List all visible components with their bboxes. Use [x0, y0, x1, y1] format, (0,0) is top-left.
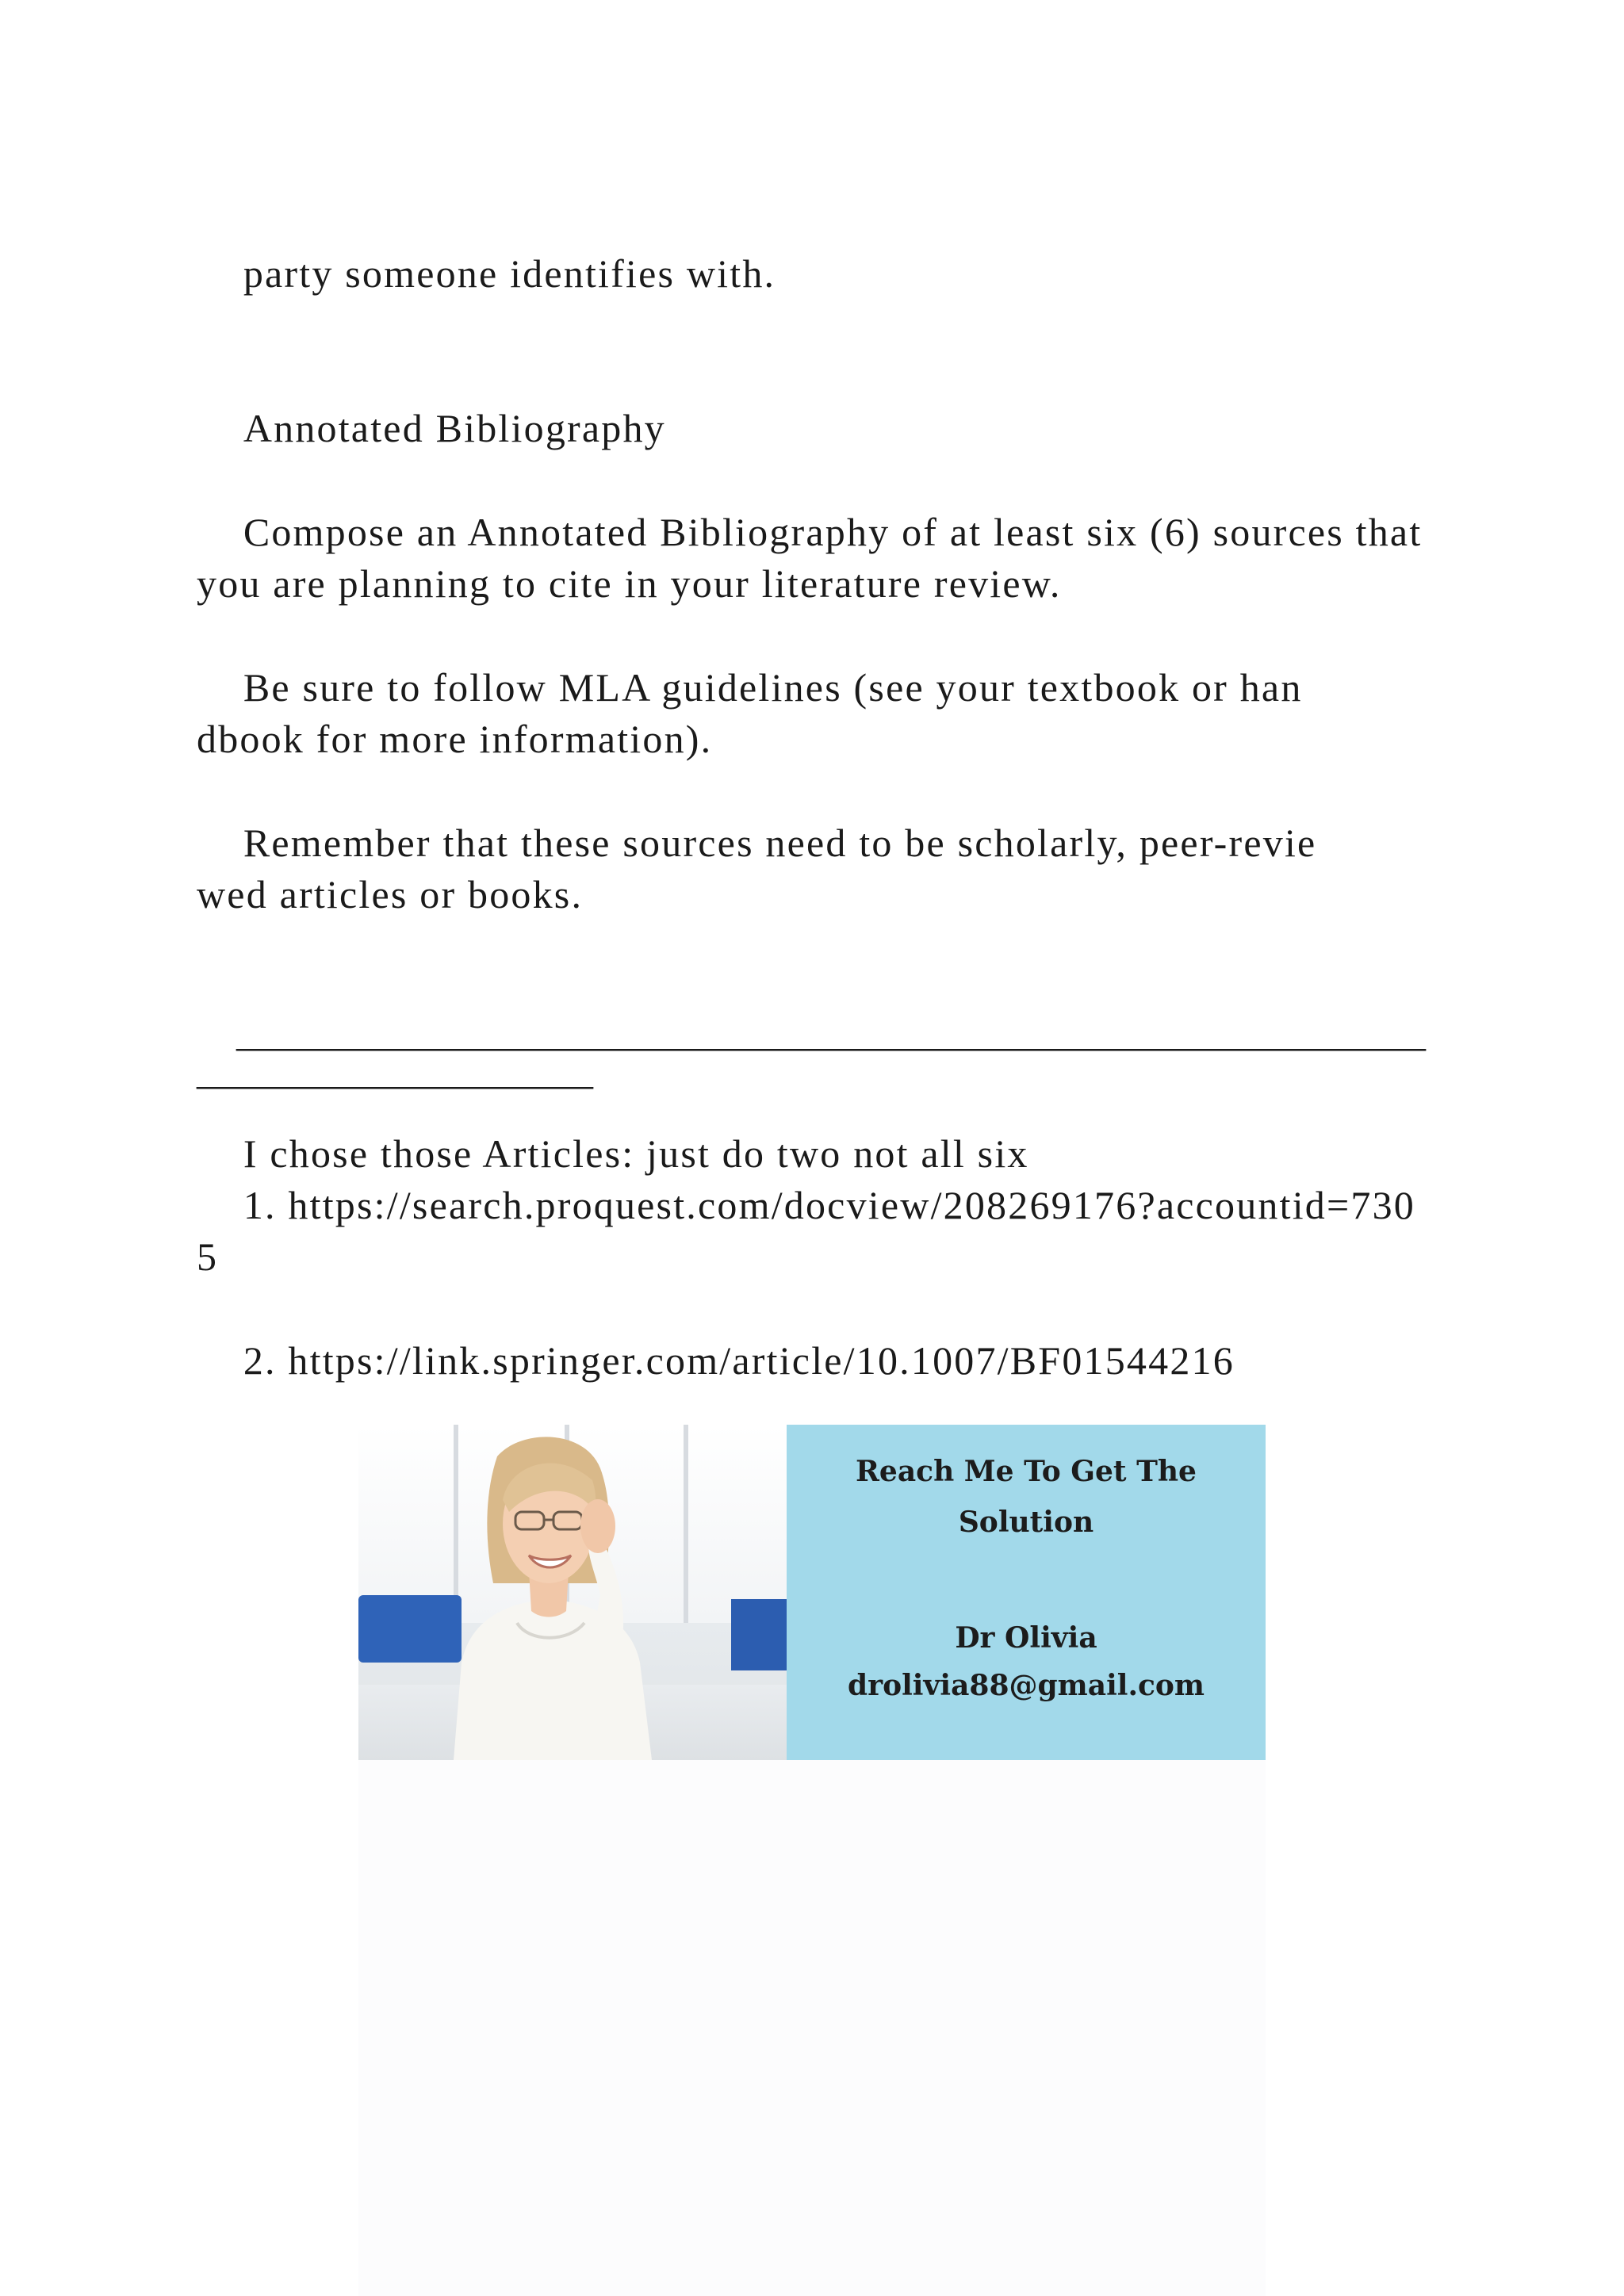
- ad-banner: [358, 1425, 1266, 1760]
- banner-photo: [358, 1425, 787, 1760]
- woman-portrait: [358, 1425, 787, 1760]
- banner-line-1: Reach Me To Get The: [856, 1455, 1197, 1488]
- paragraph-mla: Be sure to follow MLA guidelines (see your textbook or handbook for more information).: [197, 665, 1303, 761]
- section-heading: Annotated Bibliography: [243, 406, 666, 450]
- continuation-line: party someone identifies with.: [243, 251, 776, 296]
- paragraph-compose: Compose an Annotated Bibliography of at least six (6) sources that you are planning to cite in your literature review.: [197, 510, 1434, 606]
- contact-name: Dr Olivia: [955, 1621, 1097, 1655]
- article-link-1[interactable]: 1. https://search.proquest.com/docview/208269176?accountid=7305: [197, 1183, 1416, 1279]
- lower-panel: [358, 1760, 1266, 2296]
- articles-intro: I chose those Articles: just do two not all six: [243, 1131, 1029, 1176]
- banner-line-2: Solution: [958, 1506, 1094, 1539]
- separator-line: ________________________________________________________________________________: [197, 1010, 1426, 1093]
- article-link-2[interactable]: 2. https://link.springer.com/article/10.1007/BF01544216: [243, 1338, 1235, 1383]
- contact-email[interactable]: drolivia88@gmail.com: [847, 1669, 1205, 1702]
- contact-card: [787, 1425, 1266, 1760]
- paragraph-remember: Remember that these sources need to be scholarly, peer-reviewed articles or books.: [197, 821, 1317, 916]
